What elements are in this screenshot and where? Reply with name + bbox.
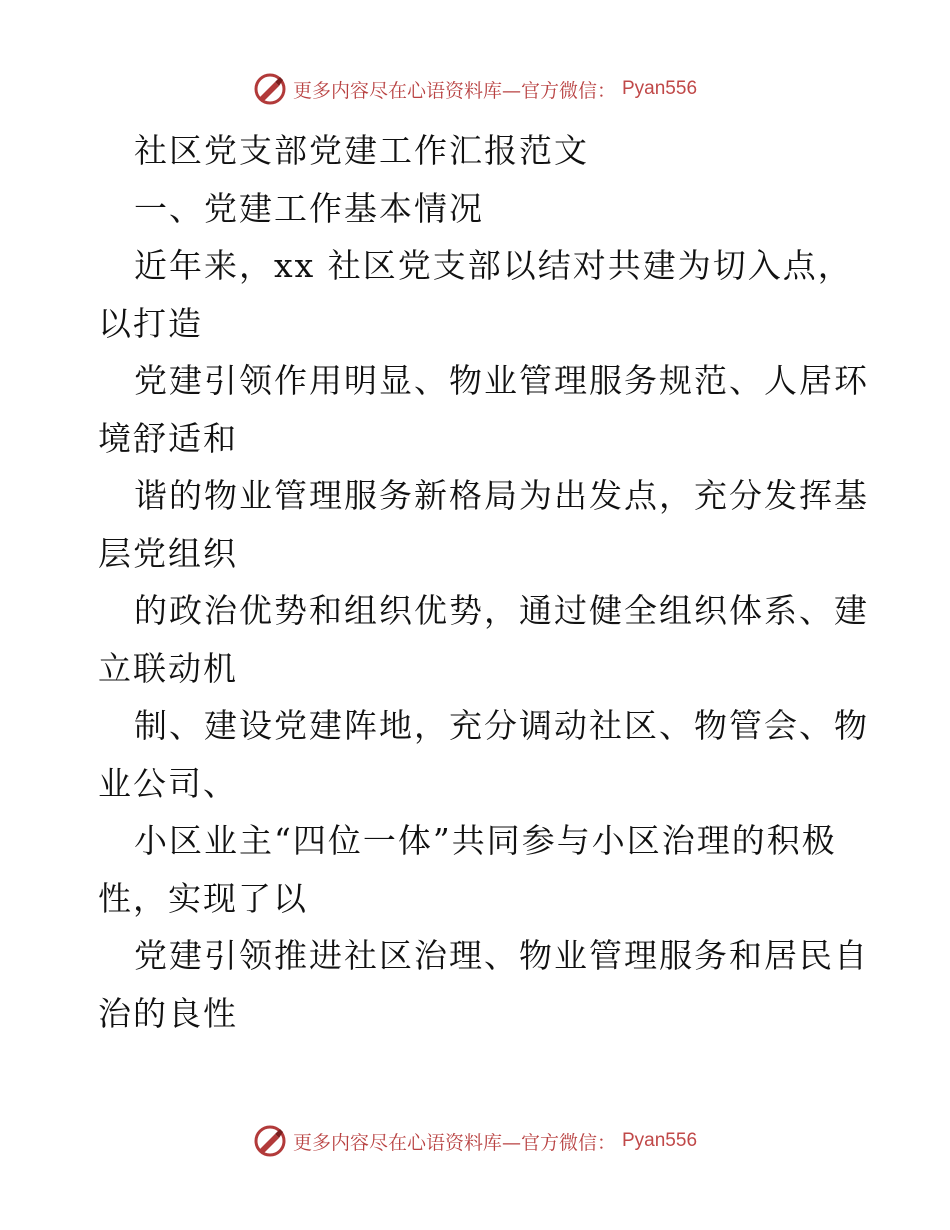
document-body <box>98 122 869 1042</box>
pen-logo-icon <box>253 1124 287 1158</box>
body-line: 近年来，xx 社区党支部以结对共建为切入点， <box>134 246 853 285</box>
watermark-text: 更多内容尽在心语资料库—官方微信： <box>292 1131 616 1154</box>
body-line: 层党组织 <box>98 533 238 573</box>
section-heading: 一、党建工作基本情况 <box>134 188 484 228</box>
body-line: 制、建设党建阵地，充分调动社区、物管会、物 <box>134 706 869 745</box>
body-line: 治的良性 <box>98 993 238 1033</box>
document-title: 社区党支部党建工作汇报范文 <box>134 131 589 170</box>
header-watermark <box>0 72 950 106</box>
body-line: 的政治优势和组织优势，通过健全组织体系、建 <box>134 591 869 630</box>
body-line: 小区业主“四位一体”共同参与小区治理的积极 <box>134 821 837 860</box>
body-line: 党建引领作用明显、物业管理服务规范、人居环 <box>134 361 869 400</box>
footer-watermark <box>0 1124 950 1158</box>
watermark-wechat-id: Pyan556 <box>622 1130 698 1151</box>
body-line: 性，实现了以 <box>98 878 308 918</box>
pen-logo-icon <box>253 72 287 106</box>
watermark-text: 更多内容尽在心语资料库—官方微信： <box>292 79 616 102</box>
body-line: 谐的物业管理服务新格局为出发点，充分发挥基 <box>134 476 869 515</box>
body-line: 立联动机 <box>98 648 238 688</box>
body-line: 境舒适和 <box>98 418 238 458</box>
body-line: 以打造 <box>98 303 203 343</box>
watermark-wechat-id: Pyan556 <box>622 78 698 99</box>
body-line: 党建引领推进社区治理、物业管理服务和居民自 <box>134 936 869 975</box>
body-line: 业公司、 <box>98 763 238 803</box>
